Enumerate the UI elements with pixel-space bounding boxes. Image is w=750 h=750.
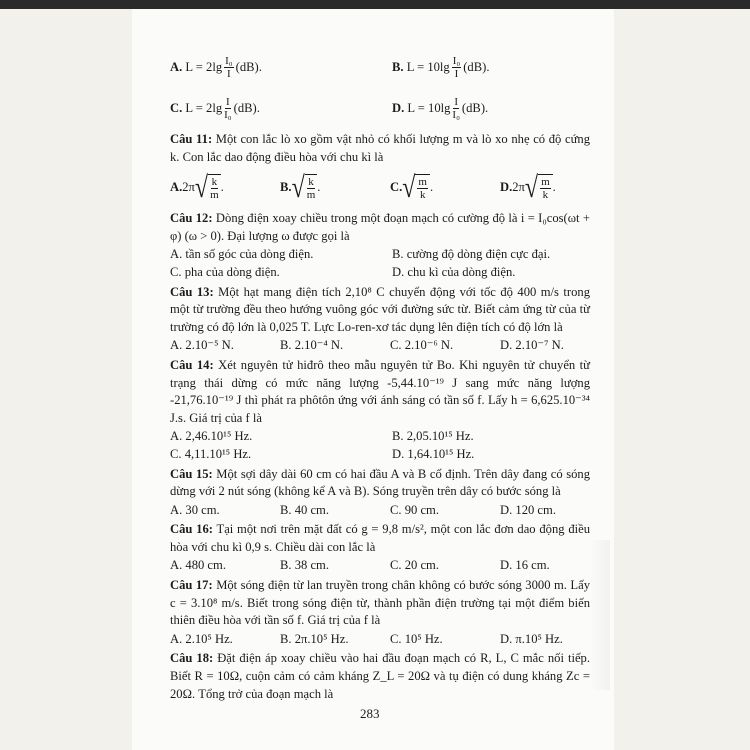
square-root: √ $\frac{k}{m}$ bbox=[194, 171, 219, 204]
q14-options bbox=[170, 428, 590, 463]
formula-prefix: L = 2lg bbox=[185, 59, 223, 74]
question-17 bbox=[170, 577, 590, 630]
question-label: Câu 16: bbox=[170, 522, 213, 537]
q10-options bbox=[170, 47, 590, 129]
q12-option-a: A. tần số góc của dòng điện. bbox=[170, 247, 314, 262]
fraction bbox=[540, 176, 551, 201]
square-root: √ $\frac{k}{m}$ bbox=[291, 171, 316, 204]
numerator: I₀ bbox=[452, 55, 461, 67]
question-text: Dòng điện xoay chiều trong một đoạn mạch có cường độ là i = I₀cos(ωt + φ) (ω > 0). Đại lượng ω được gọi là bbox=[170, 211, 590, 243]
q16-option-d: D. 16 cm. bbox=[500, 558, 550, 573]
numerator: m bbox=[418, 176, 427, 189]
q15-option-a: A. 30 cm. bbox=[170, 502, 220, 517]
option-label: A. bbox=[170, 179, 183, 194]
q17-option-a: A. 2.10⁵ Hz. bbox=[170, 631, 233, 646]
formula-end: . bbox=[220, 179, 224, 194]
q15-options bbox=[170, 502, 590, 520]
option-label: D. bbox=[392, 100, 405, 115]
page-shadow bbox=[590, 540, 610, 690]
option-label: C. bbox=[170, 100, 183, 115]
question-11 bbox=[170, 131, 590, 166]
q14-option-b: B. 2,05.10¹⁵ Hz. bbox=[392, 429, 474, 444]
q15-option-b: B. 40 cm. bbox=[280, 502, 329, 517]
question-15 bbox=[170, 466, 590, 501]
formula-prefix: L = 10lg bbox=[407, 100, 451, 115]
question-label: Câu 18: bbox=[170, 651, 214, 666]
denominator: I bbox=[227, 68, 231, 80]
numerator: k bbox=[211, 176, 218, 189]
fraction bbox=[224, 96, 232, 121]
fraction bbox=[307, 176, 316, 201]
fraction bbox=[417, 176, 428, 201]
top-dark-edge bbox=[0, 0, 750, 9]
numerator: I bbox=[454, 96, 458, 108]
page-content bbox=[170, 46, 590, 703]
option-label: A. bbox=[170, 59, 183, 74]
question-text: Một con lắc lò xo gồm vật nhỏ có khối lượng m và lò xo nhẹ có độ cứng k. Con lắc dao động điều hòa với chu kì là bbox=[170, 132, 590, 164]
q17-option-b: B. 2π.10⁵ Hz. bbox=[280, 631, 349, 646]
q14-option-a: A. 2,46.10¹⁵ Hz. bbox=[170, 429, 253, 444]
q11-option-b bbox=[280, 167, 390, 208]
question-text: Một hạt mang điện tích 2,10⁸ C chuyển động với tốc độ 400 m/s trong một từ trường đều theo hướng vuông góc với đường sức từ. Biết cảm ứng từ của từ trường có độ lớn là 0,025 T. Lực Lo-ren-xơ tác dụng lên điện tích có độ lớn là bbox=[170, 284, 590, 334]
q12-options bbox=[170, 246, 590, 281]
formula-prefix: 2π bbox=[512, 179, 525, 194]
option-label: C. bbox=[390, 179, 403, 194]
q16-option-a: A. 480 cm. bbox=[170, 558, 226, 573]
q13-options bbox=[170, 337, 590, 355]
square-root: √ $\frac{m}{k}$ bbox=[402, 174, 430, 201]
question-text: Một sợi dây dài 60 cm có hai đầu A và B cố định. Trên dây đang có sóng dừng với 2 nút sóng (không kể A và B). Sóng truyền trên dây có bước sóng là bbox=[170, 466, 590, 499]
question-text: Tại một nơi trên mặt đất có g = 9,8 m/s², một con lắc đơn dao động điều hòa với chu kì 0,9 s. Chiều dài con lắc là bbox=[170, 522, 590, 554]
formula-end: . bbox=[429, 179, 434, 194]
q14-option-c: C. 4,11.10¹⁵ Hz. bbox=[170, 446, 252, 461]
formula-unit: (dB). bbox=[461, 100, 489, 115]
formula-prefix: L = 2lg bbox=[185, 100, 223, 115]
question-label: Câu 14: bbox=[170, 357, 214, 372]
q16-option-b: B. 38 cm. bbox=[280, 558, 329, 573]
fraction bbox=[452, 96, 460, 121]
denominator: m bbox=[306, 189, 316, 202]
q10-option-a bbox=[170, 47, 392, 88]
q10-option-b bbox=[392, 47, 592, 88]
formula-unit: (dB). bbox=[233, 100, 260, 115]
question-16 bbox=[170, 521, 590, 556]
page-number: 283 bbox=[360, 706, 380, 721]
fraction bbox=[224, 55, 234, 80]
q12-option-c: C. pha của dòng điện. bbox=[170, 264, 280, 279]
q17-option-c: C. 10⁵ Hz. bbox=[390, 631, 443, 646]
question-12 bbox=[170, 210, 590, 245]
question-text: Đặt điện áp xoay chiều vào hai đầu đoạn mạch có R, L, C mắc nối tiếp. Biết R = 10Ω, cuộn cảm có cảm kháng Z_L = 20Ω và tụ điện có dung kháng Zc = 20Ω. Tổng trở của đoạn mạch là bbox=[170, 651, 590, 701]
q17-options bbox=[170, 631, 590, 649]
denominator: I₀ bbox=[224, 109, 232, 121]
question-13 bbox=[170, 284, 590, 337]
q10-option-d bbox=[392, 88, 592, 129]
q11-option-a bbox=[170, 167, 280, 208]
q15-option-d: D. 120 cm. bbox=[500, 502, 556, 517]
denominator: I bbox=[454, 68, 459, 80]
denominator: m bbox=[210, 189, 219, 202]
fraction bbox=[452, 55, 462, 80]
option-label: B. bbox=[392, 59, 404, 74]
q13-option-c: C. 2.10⁻⁶ N. bbox=[390, 338, 454, 353]
formula-end: . bbox=[552, 179, 556, 194]
q16-option-c: C. 20 cm. bbox=[390, 558, 439, 573]
q10-option-c bbox=[170, 88, 392, 129]
numerator: I bbox=[226, 96, 230, 108]
question-label: Câu 17: bbox=[170, 578, 213, 593]
q11-options bbox=[170, 167, 590, 208]
q11-option-c bbox=[390, 167, 500, 208]
denominator: k bbox=[542, 189, 549, 202]
numerator: k bbox=[308, 176, 314, 189]
square-root: √ $\frac{m}{k}$ bbox=[525, 174, 553, 201]
denominator: k bbox=[419, 189, 426, 202]
question-text: Xét nguyên tử hiđrô theo mẫu nguyên tử Bo. Khi nguyên tử chuyển từ trạng thái dừng có mức năng lượng -5,44.10⁻¹⁹ J sang mức năng lượng -21,76.10⁻¹⁹ J thì phát ra phôtôn ứng với ánh sáng có tần số f. Lấy h = 6,625.10⁻³⁴ J.s. Giá trị của f là bbox=[170, 357, 590, 425]
question-label: Câu 12: bbox=[170, 211, 213, 226]
formula-prefix: L = 10lg bbox=[406, 59, 450, 74]
q12-option-b: B. cường độ dòng điện cực đại. bbox=[392, 247, 551, 262]
q15-option-c: C. 90 cm. bbox=[390, 502, 439, 517]
denominator: I₀ bbox=[452, 109, 460, 121]
formula-end: . bbox=[317, 179, 321, 194]
q17-option-d: D. π.10⁵ Hz. bbox=[500, 631, 563, 646]
question-18 bbox=[170, 650, 590, 703]
fraction bbox=[210, 176, 219, 201]
question-14 bbox=[170, 357, 590, 427]
numerator: m bbox=[541, 176, 550, 189]
q16-options bbox=[170, 557, 590, 575]
question-label: Câu 15: bbox=[170, 466, 213, 481]
formula-unit: (dB). bbox=[463, 59, 490, 74]
q12-option-d: D. chu kì của dòng điện. bbox=[392, 264, 516, 279]
formula-unit: (dB). bbox=[235, 59, 262, 74]
question-label: Câu 13: bbox=[170, 284, 214, 299]
formula-prefix: 2π bbox=[182, 179, 195, 194]
q11-option-d bbox=[500, 167, 590, 208]
question-text: Một sóng điện từ lan truyền trong chân không có bước sóng 3000 m. Lấy c = 3.10⁸ m/s. Biết trong sóng điện từ, thành phần điện trường tại một điểm biến thiên điều hòa với tần số f. Giá trị của f là bbox=[170, 578, 590, 628]
option-label: B. bbox=[280, 179, 292, 194]
option-label: D. bbox=[500, 179, 513, 194]
q14-option-d: D. 1,64.10¹⁵ Hz. bbox=[392, 446, 475, 461]
q13-option-d: D. 2.10⁻⁷ N. bbox=[500, 338, 564, 353]
numerator: I₀ bbox=[225, 55, 233, 67]
question-label: Câu 11: bbox=[170, 132, 213, 146]
q13-option-b: B. 2.10⁻⁴ N. bbox=[280, 338, 344, 353]
q13-option-a: A. 2.10⁻⁵ N. bbox=[170, 338, 234, 353]
